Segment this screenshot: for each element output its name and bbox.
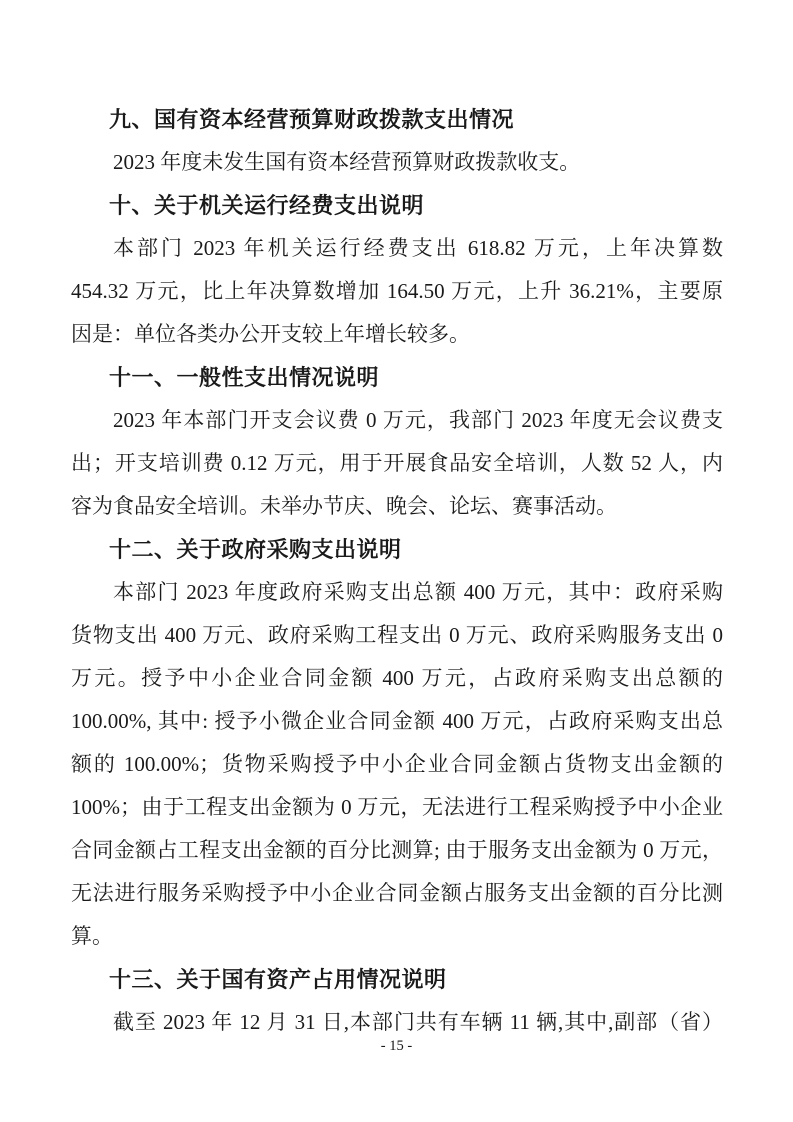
paragraph-line: 本部门 2023 年机关运行经费支出 618.82 万元，上年决算数 — [113, 236, 723, 260]
paragraph-line: 100%；由于工程支出金额为 0 万元，无法进行工程采购授予中小企业 — [71, 795, 723, 819]
paragraph-line: 万元。授予中小企业合同金额 400 万元，占政府采购支出总额的 — [71, 666, 723, 690]
paragraph-line: 出；开支培训费 0.12 万元，用于开展食品安全培训，人数 52 人，内 — [71, 451, 723, 475]
paragraph-line: 截至 2023 年 12 月 31 日,本部门共有车辆 11 辆,其中,副部（省） — [113, 1010, 723, 1034]
paragraph-line: 额的 100.00%；货物采购授予中小企业合同金额占货物支出金额的 — [71, 752, 723, 776]
paragraph-line: 合同金额占工程支出金额的百分比测算; 由于服务支出金额为 0 万元， — [71, 838, 723, 862]
page-number: - 15 - — [380, 1038, 413, 1054]
paragraph-line: 2023 年本部门开支会议费 0 万元，我部门 2023 年度无会议费支 — [113, 408, 723, 432]
section-heading-10: 十、关于机关运行经费支出说明 — [109, 193, 425, 218]
section-heading-9: 九、国有资本经营预算财政拨款支出情况 — [109, 107, 515, 132]
paragraph-line: 454.32 万元，比上年决算数增加 164.50 万元，上升 36.21%，主要原 — [71, 279, 723, 303]
paragraph-line: 100.00%, 其中: 授予小微企业合同金额 400 万元，占政府采购支出总 — [71, 709, 723, 733]
paragraph-line: 算。 — [71, 924, 113, 948]
section-heading-11: 十一、一般性支出情况说明 — [109, 365, 380, 390]
paragraph-line: 因是：单位各类办公开支较上年增长较多。 — [71, 322, 470, 346]
document-body — [71, 98, 723, 1044]
paragraph-line: 2023 年度未发生国有资本经营预算财政拨款收支。 — [113, 150, 581, 174]
section-heading-13: 十三、关于国有资产占用情况说明 — [109, 967, 447, 992]
paragraph-line: 货物支出 400 万元、政府采购工程支出 0 万元、政府采购服务支出 0 — [71, 623, 723, 647]
paragraph-line: 无法进行服务采购授予中小企业合同金额占服务支出金额的百分比测 — [71, 881, 723, 905]
paragraph-line: 容为食品安全培训。未举办节庆、晚会、论坛、赛事活动。 — [71, 494, 617, 518]
paragraph-line: 本部门 2023 年度政府采购支出总额 400 万元，其中：政府采购 — [113, 580, 723, 604]
section-heading-12: 十二、关于政府采购支出说明 — [109, 537, 402, 562]
